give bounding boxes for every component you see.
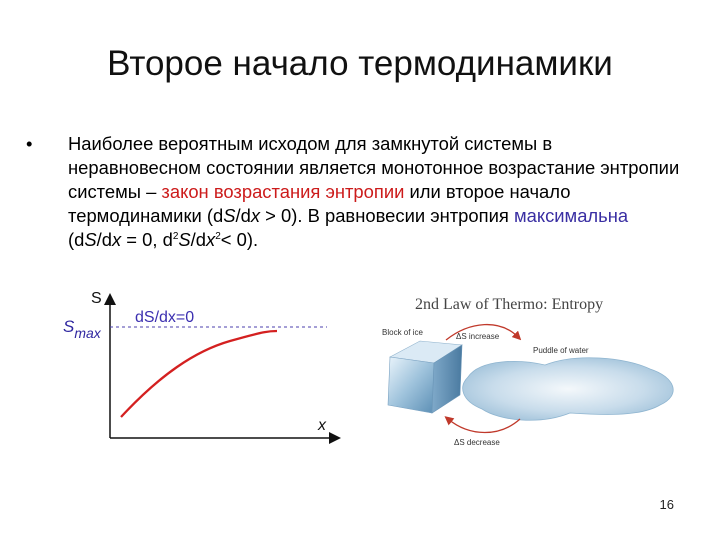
var-x: x [206,229,216,250]
text-part: /d [190,229,207,250]
superscript: 2 [215,231,221,242]
ice-melting-illustration [370,285,690,455]
water-label: Puddle of water [533,346,589,355]
var-x: x [250,205,261,226]
var-s: S [84,229,97,250]
text-part: (d [68,229,85,250]
text-part: /d [235,205,251,226]
text-part: Наиболее вероятным исходом для замкнутой системы в неравновесном состоянии является монотонное возрастание энтропии системы – [68,133,680,202]
bullet-marker: • [26,133,33,154]
smax-symbol: S [63,317,75,336]
illustration-title: 2nd Law of Thermo: Entropy [415,296,604,313]
bullet-text [68,132,683,252]
entropy-graph [55,285,355,445]
text-part: /d [96,229,112,250]
ice-front [388,357,434,413]
ice-label: Block of ice [382,328,423,337]
page-number: 16 [659,497,674,512]
decrease-label: ΔS decrease [454,438,500,447]
puddle-shape [463,358,673,420]
text-part: или второе начало термодинамики (d [68,181,571,226]
text-part: < 0). [220,229,259,250]
var-s: S [178,229,191,250]
max-highlight: максимальна [513,205,629,226]
smax-label [63,317,102,341]
text-part: = 0, d [121,229,173,250]
y-axis-label: S [91,290,102,307]
x-axis-label: x [318,417,326,434]
var-s: S [223,205,236,226]
decrease-arrow [448,419,520,433]
increase-label: ΔS increase [456,332,500,341]
law-highlight: закон возрастания энтропии [161,181,405,202]
smax-subscript: max [74,325,101,341]
slope-label: dS/dx=0 [135,309,195,326]
slide-title: Второе начало термодинамики [107,44,613,83]
superscript: 2 [172,231,179,242]
entropy-curve [121,331,277,417]
text-part: > 0). В равновесии энтропия [260,205,514,226]
var-x: x [111,229,122,250]
